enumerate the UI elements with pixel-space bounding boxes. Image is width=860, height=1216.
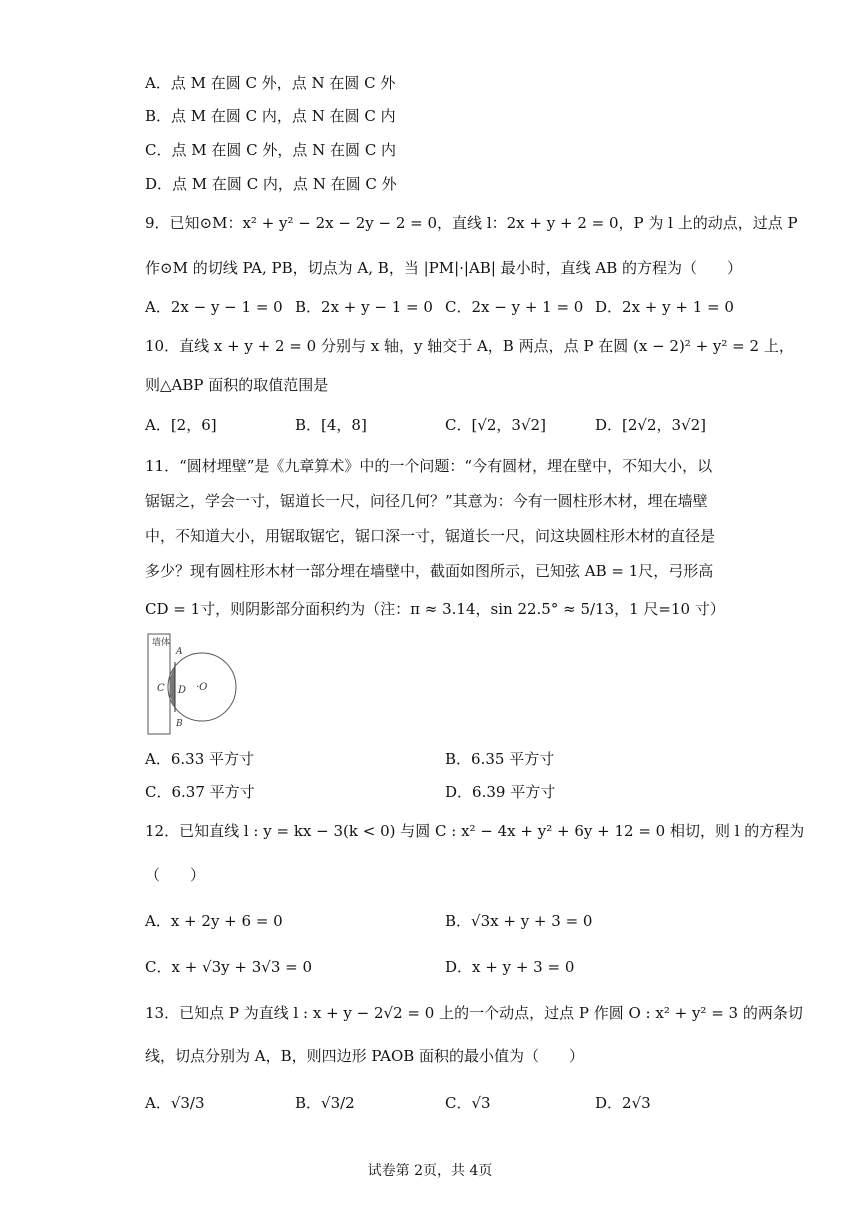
wall-circle-figure [146,632,242,736]
q13-option-c: C．√3 [445,1094,491,1112]
q9-option-b: B．2x + y − 1 = 0 [295,298,433,316]
q13-option-a: A．√3/3 [145,1094,205,1112]
center-o-label: ·O [196,682,208,693]
q10-option-c: C．[√2，3√2] [445,416,546,434]
q11-option-a: A．6.33 平方寸 [145,750,254,768]
q13-option-d: D．2√3 [595,1094,651,1112]
q11-option-d: D．6.39 平方寸 [445,783,556,801]
q13-option-b: B．√3/2 [295,1094,355,1112]
q8-option-d: D．点 M 在圆 C 内，点 N 在圆 C 外 [145,175,397,193]
q12-stem-line2: （ ） [145,866,206,884]
q9-option-d: D．2x + y + 1 = 0 [595,298,734,316]
q10-stem-line1: 10．直线 x + y + 2 = 0 分别与 x 轴，y 轴交于 A，B 两点，点 P 在圆 (x − 2)² + y² = 2 上， [145,337,794,355]
q10-option-a: A．[2，6] [145,416,217,434]
q10-option-d: D．[2√2，3√2] [595,416,707,434]
q11-stem-line2: 锯锯之，学会一寸，锯道长一尺，问径几何？”其意为：今有一圆柱形木材，埋在墙壁 [145,492,708,510]
q12-option-c: C．x + √3y + 3√3 = 0 [145,958,313,976]
q9-stem-line1: 9．已知⊙M：x² + y² − 2x − 2y − 2 = 0，直线 l：2x + y + 2 = 0，P 为 l 上的动点，过点 P [145,214,798,232]
q8-option-a: A．点 M 在圆 C 外，点 N 在圆 C 外 [145,74,396,92]
q10-stem-line2: 则△ABP 面积的取值范围是 [145,376,329,394]
q11-option-c: C．6.37 平方寸 [145,783,255,801]
wall-label: 墙体 [152,638,171,648]
q12-option-b: B．√3x + y + 3 = 0 [445,912,593,930]
page-footer: 试卷第 2页，共 4页 [367,1163,493,1179]
q11-stem-line5: CD = 1寸，则阴影部分面积约为（注：π ≈ 3.14，sin 22.5° ≈ 5/13，1 尺=10 寸） [145,600,725,618]
point-c-label: C [157,683,165,694]
q9-stem-line2: 作⊙M 的切线 PA, PB，切点为 A, B，当 |PM|·|AB| 最小时，直线 AB 的方程为（ ） [145,259,743,277]
q8-option-b: B．点 M 在圆 C 内，点 N 在圆 C 内 [145,107,396,125]
q11-stem-line4: 多少？现有圆柱形木材一部分埋在墙壁中，截面如图所示，已知弦 AB = 1尺，弓形高 [145,562,714,580]
q11-option-b: B．6.35 平方寸 [445,750,555,768]
point-d-label: D [178,685,187,696]
q11-stem-line3: 中，不知道大小，用锯取锯它，锯口深一寸，锯道长一尺，问这块圆柱形木材的直径是 [145,527,716,545]
q10-option-b: B．[4，8] [295,416,367,434]
q12-option-a: A．x + 2y + 6 = 0 [145,912,283,930]
q8-option-c: C．点 M 在圆 C 外，点 N 在圆 C 内 [145,141,397,159]
point-b-label: B [176,719,183,729]
q11-stem-line1: 11．“圆材埋壁”是《九章算术》中的一个问题：“今有圆材，埋在壁中，不知大小，以 [145,457,713,475]
q13-stem-line2: 线，切点分别为 A，B，则四边形 PAOB 面积的最小值为（ ） [145,1047,585,1065]
q12-option-d: D．x + y + 3 = 0 [445,958,575,976]
q9-option-a: A．2x − y − 1 = 0 [145,298,283,316]
point-a-label: A [176,647,183,657]
q12-stem-line1: 12．已知直线 l : y = kx − 3(k < 0) 与圆 C : x² − 4x + y² + 6y + 12 = 0 相切，则 l 的方程为 [145,822,805,840]
q9-option-c: C．2x − y + 1 = 0 [445,298,584,316]
q13-stem-line1: 13．已知点 P 为直线 l : x + y − 2√2 = 0 上的一个动点，过点 P 作圆 O : x² + y² = 3 的两条切 [145,1004,803,1022]
